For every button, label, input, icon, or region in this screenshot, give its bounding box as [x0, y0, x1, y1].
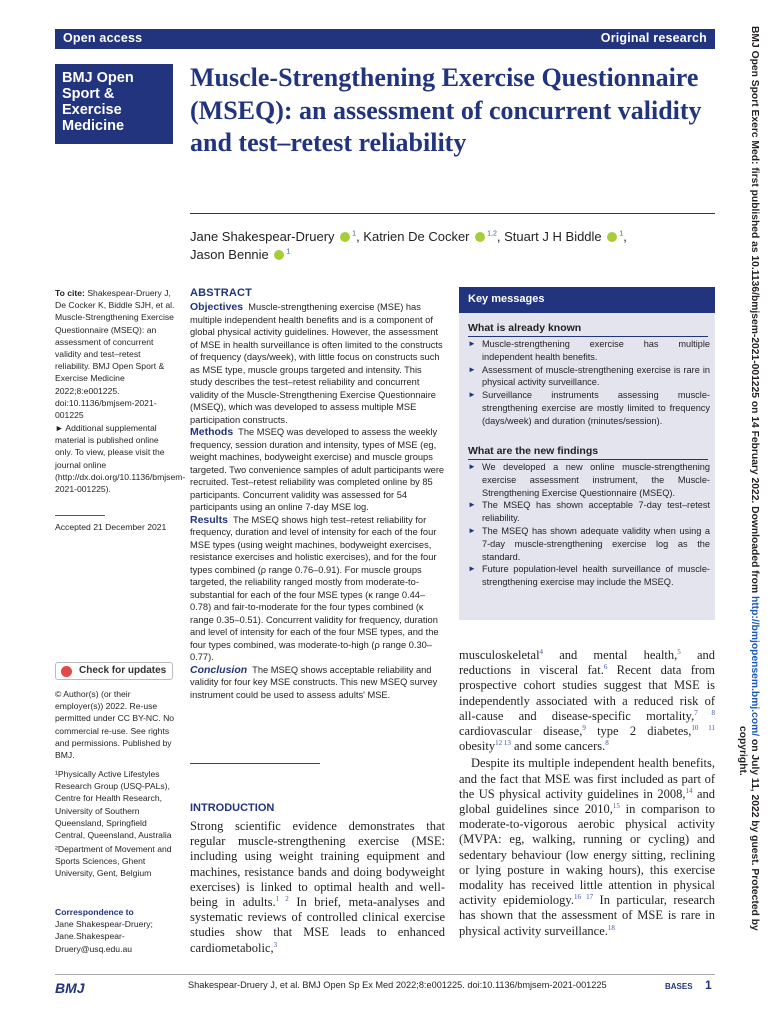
introduction-heading: INTRODUCTION — [190, 802, 275, 814]
affiliation-sup: 1 — [286, 248, 291, 256]
body-text: Despite its multiple independent health benefits, and the fact that MSE was first included as part of the US physical activity guidelines in 2008, — [459, 756, 715, 801]
sidebar-divider — [55, 515, 105, 516]
body-text: and some cancers. — [510, 739, 606, 754]
page-number: 1 — [705, 978, 712, 992]
supplemental-note[interactable]: ► Additional supplemental material is published online only. To view, please visit the journal online (http://dx.doi.org/10.1136/bmjsem-2021-001225). — [55, 423, 186, 495]
author-name[interactable]: Jason Bennie — [190, 247, 269, 262]
reference-link[interactable]: 9 — [582, 723, 586, 732]
new-findings-list — [468, 461, 710, 589]
list-item: ► Future population-level health surveillance of muscle-strengthening exercise may include the MSEQ. — [468, 563, 710, 589]
reference-link[interactable]: 10 11 — [691, 723, 715, 732]
reference-link[interactable]: 1 2 — [275, 894, 289, 903]
conclusion-text: The MSEQ shows acceptable reliability and validity for four key MSE constructs. This new MSEQ survey instrument could be used to assess adults' MSE. — [190, 664, 438, 700]
correspondence-block — [55, 906, 175, 955]
title-divider — [190, 213, 715, 214]
body-text: and global guidelines since 2010, — [459, 786, 715, 817]
list-item: ► The MSEQ has shown adequate validity when using a 7-day muscle-strengthening exercise log as the standard. — [468, 525, 710, 563]
methods-label: Methods — [190, 426, 234, 438]
list-item: ► Assessment of muscle-strengthening exercise is rare in physical activity surveillance. — [468, 364, 710, 390]
right-column-text — [459, 648, 715, 939]
journal-url-link[interactable]: http://bmjopensem.bmj.com/ — [749, 595, 760, 737]
check-for-updates-button[interactable] — [55, 662, 173, 680]
list-item: ► The MSEQ has shown acceptable 7-day test–retest reliability. — [468, 499, 710, 525]
journal-logo-line: Medicine — [62, 118, 125, 134]
crossmark-icon — [61, 666, 72, 677]
footer-citation: Shakespear-Druery J, et al. BMJ Open Sp Ex Med 2022;8:e001225. doi:10.1136/bmjsem-2021-001225 — [188, 980, 607, 990]
copyright-note: © Author(s) (or their employer(s)) 2022. Re-use permitted under CC BY-NC. No commercial re-use. See rights and permissions. Published by BMJ. — [55, 689, 175, 761]
key-messages-box — [459, 287, 715, 620]
objectives-text: Muscle-strengthening exercise (MSE) has multiple independent health benefits and is a component of global physical activity guidelines. However, the assessment of MSE in health surveillance is often limited to the constructs of frequency (days/week), with little focus on constructs such as MSE type, muscle groups targeted and intensity. This study describes the test–retest reliability and concurrent validity of the Muscle-Strengthening Exercise Questionnaire (MSEQ), which was developed to assess multiple MSE participation constructs. — [190, 302, 443, 425]
author-name[interactable]: Stuart J H Biddle — [504, 229, 602, 244]
intro-paragraph-continued: In brief, meta-analyses and systematic reviews of controlled clinical exercise studies show that MSE leads to enhanced cardiometabolic, — [190, 895, 445, 955]
abstract-divider — [190, 763, 320, 764]
body-text: type 2 diabetes, — [585, 724, 692, 739]
affiliation-sup: 1 — [352, 230, 357, 238]
orcid-icon[interactable] — [340, 232, 350, 242]
affiliation-sup: 1,2 — [487, 230, 497, 238]
known-divider — [468, 336, 708, 337]
body-text: in comparison to moderate-to-vigorous aerobic physical activity (MVPA: eg, walking, running or cycling) and sedentary behaviour (low energy sitting, reclining or lying posture in waking hours), this exercise modality has received little attention in physical activity epidemiology. — [459, 802, 716, 908]
author-list: Jane Shakespear-Druery $^1$, Katrien De Cocker $^{1,2}$, Stuart J H Biddle $^1$, Jason Bennie $^1$ — [190, 229, 627, 262]
abstract-heading: ABSTRACT — [190, 287, 253, 299]
open-access-label: Open access — [63, 31, 143, 45]
objectives-label: Objectives — [190, 301, 244, 313]
check-updates-label: Check for updates — [79, 665, 167, 676]
list-item: ► Surveillance instruments assessing muscle-strengthening exercise are mostly limited to frequency (days/week) and duration (minutes/session). — [468, 389, 710, 427]
download-note-text: BMJ Open Sport Exerc Med: first published as 10.1136/bmjsem-2021-001225 on 14 February 2022. Downloaded from — [749, 26, 760, 596]
methods-text: The MSEQ was developed to assess the weekly frequency, session duration and intensity, types of MSE (eg, weight machines, bodyweight exercise) and muscle groups targeted. Two convenience samples of adult participants were recruited. Test–retest reliability was completed online by 85 participants. Concurrent validity was assessed for 54 participants using an online 7-day MSE log. — [190, 427, 445, 512]
download-note-text: on July 11, 2022 by guest. Protected by — [749, 736, 760, 931]
list-item: ► Muscle-strengthening exercise has multiple independent health benefits. — [468, 338, 710, 364]
affiliation-1: ¹Physically Active Lifestyles Research Group (USQ-PALs), Centre for Health Research, University of Southern Queensland, Springfield Central, Queensland, Australia — [55, 769, 172, 841]
orcid-icon[interactable] — [274, 250, 284, 260]
reference-link[interactable]: 3 — [273, 940, 278, 949]
body-text: obesity — [459, 739, 496, 754]
journal-logo-line: Sport & — [62, 86, 115, 102]
journal-logo-line: BMJ Open — [62, 70, 134, 86]
download-note-copyright: copyright. — [737, 726, 748, 776]
list-item: ► We developed a new online muscle-strengthening exercise assessment instrument, the Muscle-Strengthening Exercise Questionnaire (MSEQ). — [468, 461, 710, 499]
body-text: and reductions in visceral fat. — [459, 648, 715, 678]
introduction-text — [190, 819, 445, 956]
reference-link[interactable]: 14 — [685, 786, 693, 795]
key-messages-heading: Key messages — [459, 287, 715, 313]
results-text: The MSEQ shows high test–retest reliability for frequency, duration and level of intensity for each of the four MSE types (using weight machines, bodyweight exercises, resistance exercises and holistic exercises), and for the four types combined (ρ range 0.76–0.91). For muscle groups targeted, the reliability ranged mostly from moderate-to-substantial for each of the four MSE types (κ range 0.44–0.78) and fair-to-moderate for the four types combined (κ range 0.35–0.51). Concurrent validity for frequency, duration and level of intensity for each of the four MSE types, and the four types combined, was moderate-to-high (ρ range 0.30–0.77). — [190, 514, 439, 662]
reference-link[interactable]: 12 13 — [495, 739, 511, 748]
header-bar — [55, 29, 715, 49]
orcid-icon[interactable] — [475, 232, 485, 242]
correspondence-label: Correspondence to — [55, 907, 134, 917]
reference-link[interactable]: 16 17 — [574, 893, 594, 902]
affiliation-sup: 1 — [619, 230, 624, 238]
article-type-label: Original research — [600, 31, 707, 45]
abstract-body — [190, 301, 446, 701]
correspondence-text[interactable]: Jane Shakespear-Druery; Jane.Shakespear-Druery@usq.edu.au — [55, 919, 153, 954]
journal-logo-line: Exercise — [62, 102, 122, 118]
citation-block — [55, 287, 175, 421]
conclusion-label: Conclusion — [190, 663, 248, 676]
results-label: Results — [190, 513, 228, 526]
body-text: and mental health, — [543, 648, 678, 662]
new-findings-heading: What are the new findings — [468, 445, 599, 457]
footer-divider — [55, 974, 715, 975]
bmj-logo[interactable]: BMJ — [55, 980, 85, 996]
orcid-icon[interactable] — [607, 232, 617, 242]
intro-paragraph: Strong scientific evidence demonstrates that regular muscle-strengthening exercise (MSE: including using weight training equipment and machines, resistance bands and doing bodyweight exercises) is linked to optimal health and well-being in adults. — [190, 819, 445, 910]
body-text: cardiovascular disease, — [459, 724, 583, 739]
journal-logo[interactable] — [55, 64, 173, 144]
reference-link[interactable]: 6 — [603, 663, 608, 672]
known-heading: What is already known — [468, 322, 582, 334]
author-name[interactable]: Katrien De Cocker — [363, 229, 470, 244]
body-text: In particular, research has shown that the assessment of MSE is rare in physical activity surveillance. — [459, 893, 715, 938]
body-text: musculoskeletal — [459, 648, 540, 662]
author-name[interactable]: Jane Shakespear-Druery — [190, 229, 335, 244]
vertical-download-note — [736, 26, 762, 1001]
body-text: Recent data from prospective cohort studies suggest that MSE is independently associated with a reduced risk of all-cause and disease-specific mortality, — [459, 663, 716, 723]
reference-link[interactable]: 15 — [612, 801, 620, 810]
cite-text: Shakespear-Druery J, De Cocker K, Biddle SJH, et al. Muscle-Strengthening Exercise Questionnaire (MSEQ): an assessment of concurrent validity and test–retest reliability. BMJ Open Sport & Exercise Medicine 2022;8:e001225. doi:10.1136/bmjsem-2021-001225 — [55, 288, 175, 421]
cite-label: To cite: — [55, 288, 85, 298]
new-findings-divider — [468, 459, 708, 460]
reference-link[interactable]: 4 — [539, 647, 544, 656]
affiliation-2: ²Department of Movement and Sports Sciences, Ghent University, Gent, Belgium — [55, 844, 172, 879]
reference-link[interactable]: 8 — [605, 739, 609, 748]
known-list — [468, 338, 710, 428]
reference-link[interactable]: 7 8 — [694, 708, 716, 717]
bases-logo: BASES — [665, 982, 693, 991]
accepted-date: Accepted 21 December 2021 — [55, 522, 167, 532]
reference-link[interactable]: 5 — [677, 647, 681, 656]
article-title: Muscle-Strengthening Exercise Questionnaire (MSEQ): an assessment of concurrent validity and test–retest reliability — [190, 63, 702, 157]
reference-link[interactable]: 18 — [607, 923, 615, 932]
